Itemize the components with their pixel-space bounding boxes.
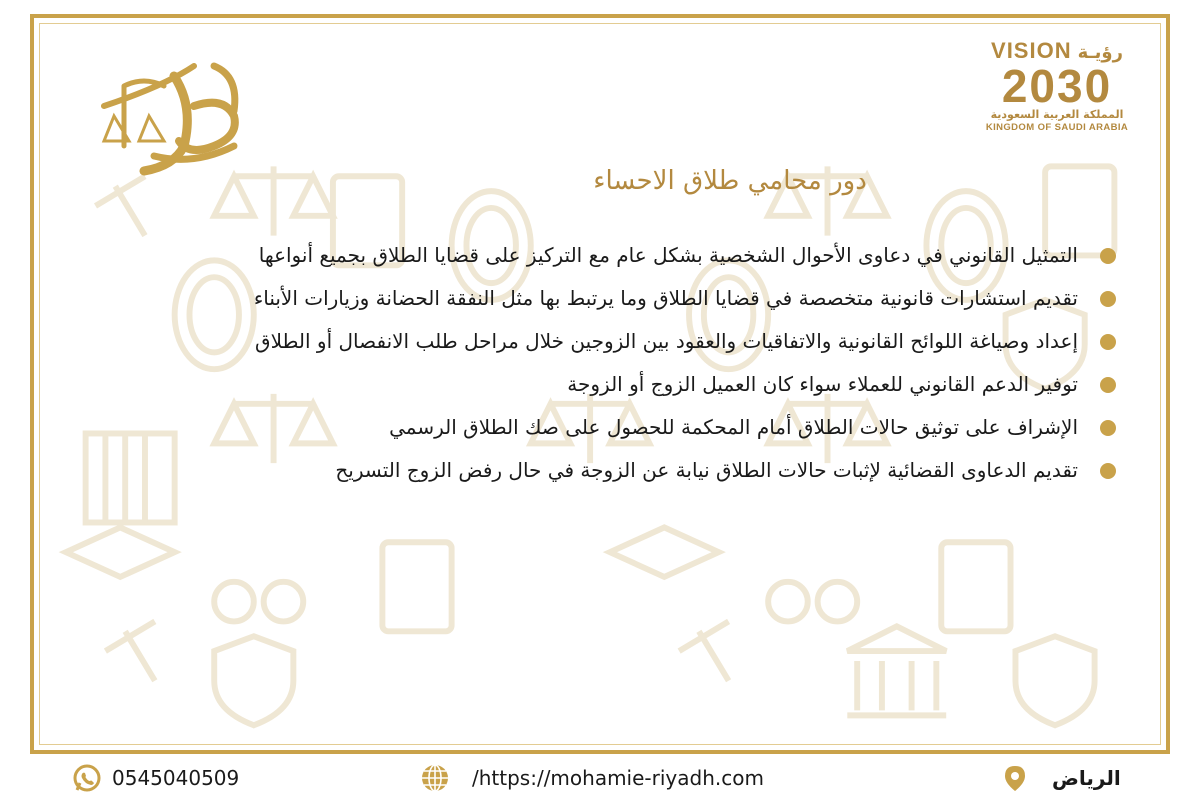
list-item <box>80 320 1120 363</box>
bullet-dot-icon <box>1100 420 1116 436</box>
page-title: دور محامي طلاق الاحساء <box>593 166 867 196</box>
list-item <box>80 363 1120 406</box>
arabic-calligraphy-scales-logo <box>94 46 254 181</box>
vision-word: VISION <box>991 38 1072 63</box>
list-item-text: التمثيل القانوني في دعاوى الأحوال الشخصية بشكل عام مع التركيز على قضايا الطلاق بجميع أنواعها <box>258 243 1078 267</box>
kingdom-english: KINGDOM OF SAUDI ARABIA <box>985 122 1129 133</box>
location-pin-icon <box>1000 763 1030 793</box>
list-item-text: الإشراف على توثيق حالات الطلاق أمام المحكمة للحصول على صك الطلاق الرسمي <box>389 415 1078 439</box>
website-link[interactable] <box>420 762 764 794</box>
bullet-dot-icon <box>1100 334 1116 350</box>
grad-cap-watermark-icon <box>66 527 719 576</box>
role-list <box>80 234 1120 492</box>
kingdom-arabic: المملكة العربية السعودية <box>990 108 1124 121</box>
vision-year: 2030 <box>1001 60 1113 112</box>
bullet-dot-icon <box>1100 248 1116 264</box>
list-item <box>80 449 1120 492</box>
website-url: /https://mohamie-riyadh.com <box>472 766 764 790</box>
globe-icon <box>420 763 450 793</box>
whatsapp-icon <box>72 763 102 793</box>
bullet-dot-icon <box>1100 463 1116 479</box>
list-item-text: تقديم الدعاوى القضائية لإثبات حالات الطلاق نيابة عن الزوجة في حال رفض الزوج التسريح <box>335 458 1078 482</box>
courthouse-watermark-icon <box>847 626 946 715</box>
bullet-dot-icon <box>1100 291 1116 307</box>
content-card <box>30 14 1170 754</box>
list-item-text: إعداد وصياغة اللوائح القانونية والاتفاقيات والعقود بين الزوجين خلال مراحل طلب الانفصال أو الطلاق <box>255 329 1078 353</box>
contact-footer <box>0 756 1200 800</box>
location-contact <box>1000 762 1121 794</box>
location-text: الرياض <box>1052 766 1121 790</box>
list-item <box>80 234 1120 277</box>
handcuffs-watermark-icon <box>214 582 857 622</box>
vision-arabic-word: رؤيـة <box>1077 42 1123 63</box>
bullet-dot-icon <box>1100 377 1116 393</box>
list-item <box>80 406 1120 449</box>
list-item <box>80 277 1120 320</box>
list-item-text: تقديم استشارات قانونية متخصصة في قضايا الطلاق وما يرتبط بها مثل النفقة الحضانة وزيارات الأبناء <box>253 286 1078 310</box>
phone-contact[interactable] <box>72 762 239 794</box>
list-item-text: توفير الدعم القانوني للعملاء سواء كان العميل الزوج أو الزوجة <box>567 372 1078 396</box>
phone-number: 0545040509 <box>112 766 240 790</box>
vision-2030-logo <box>972 38 1142 138</box>
